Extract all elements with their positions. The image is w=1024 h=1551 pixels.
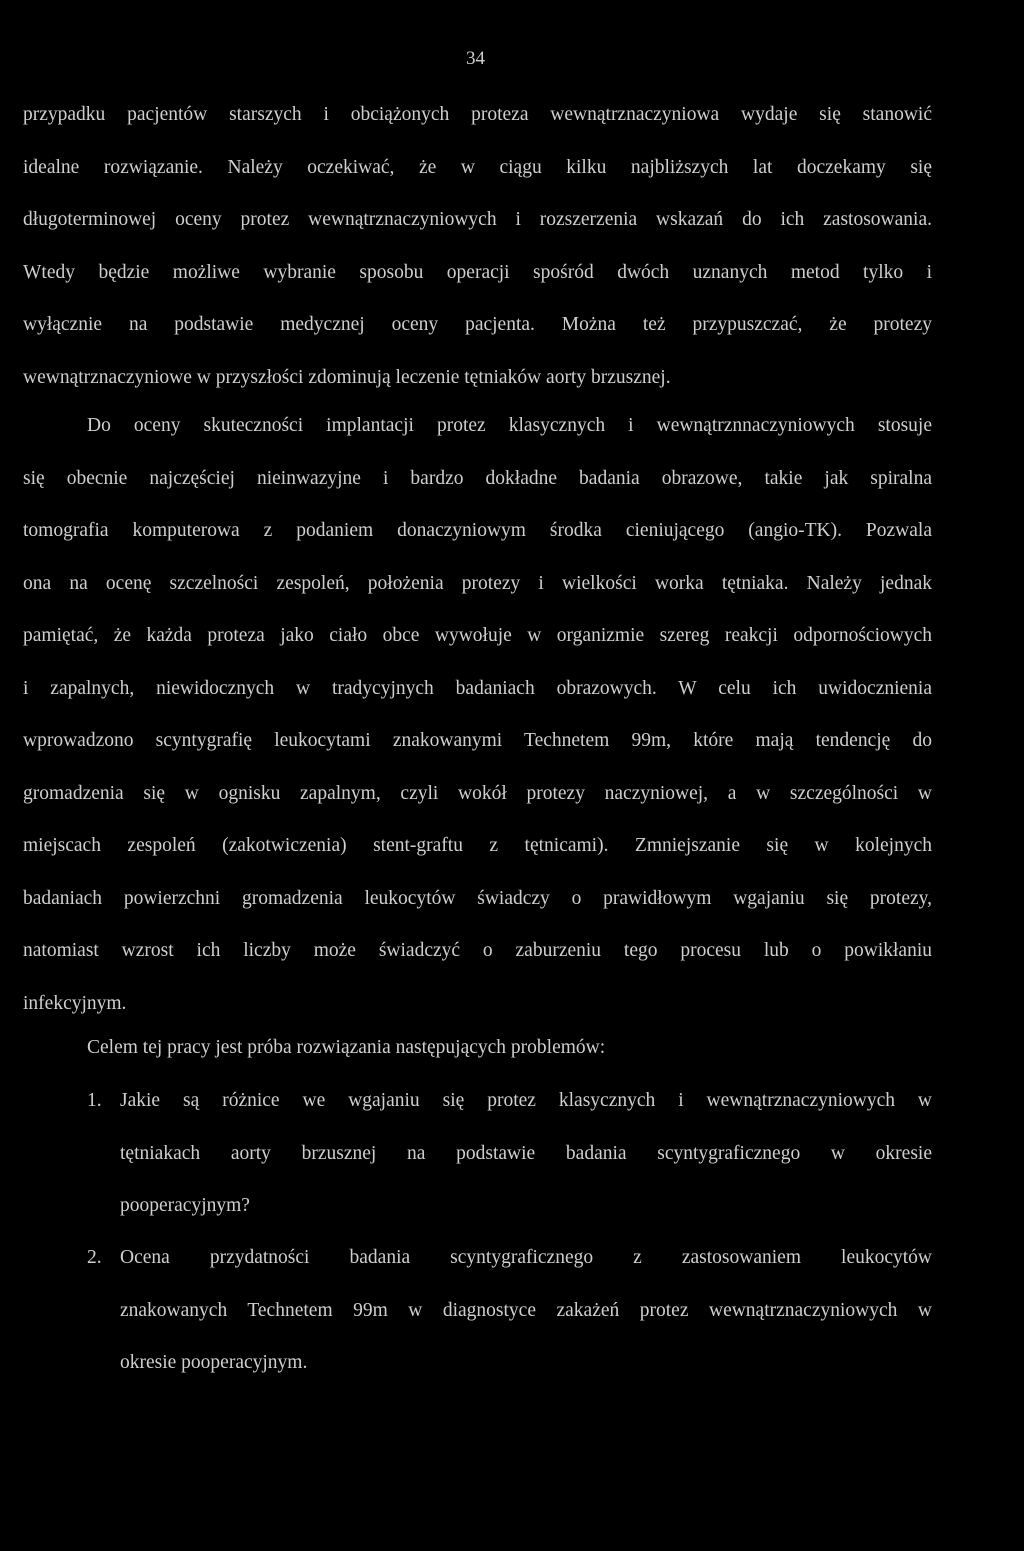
- paragraph-line: Wtedy będzie możliwe wybranie sposobu operacji spośród dwóch uznanych metod tylko i: [23, 261, 932, 283]
- list-item-body: [120, 1075, 932, 1233]
- paragraph-line: wewnątrznaczyniowe w przyszłości zdominują leczenie tętniaków aorty brzusznej.: [23, 366, 671, 388]
- page-number: 34: [466, 48, 485, 69]
- paragraph-line: natomiast wzrost ich liczby może świadczyć o zaburzeniu tego procesu lub o powikłaniu: [23, 940, 932, 961]
- paragraph-line: ona na ocenę szczelności zespoleń, położenia protezy i wielkości worka tętniaka. Należy jednak: [23, 572, 932, 594]
- paragraph-line: infekcyjnym.: [23, 992, 127, 1014]
- paragraph-line: się obecnie najczęściej nieinwazyjne i bardzo dokładne badania obrazowe, takie jak spiralna: [23, 467, 932, 489]
- list-line: okresie pooperacyjnym.: [120, 1352, 308, 1373]
- paragraph-line: i zapalnych, niewidocznych w tradycyjnych badaniach obrazowych. W celu ich uwidocznienia: [23, 677, 932, 699]
- paragraph-2: [23, 400, 932, 1030]
- goal-statement: [23, 1022, 932, 1075]
- paragraph-line: gromadzenia się w ognisku zapalnym, czyli wokół protezy naczyniowej, a w szczególności w: [23, 782, 932, 804]
- paragraph-line: wyłącznie na podstawie medycznej oceny pacjenta. Można też przypuszczać, że protezy: [23, 314, 932, 335]
- paragraph-line: miejscach zespoleń (zakotwiczenia) stent-graftu z tętnicami). Zmniejszanie się w kolejnych: [23, 835, 932, 856]
- paragraph-1: [23, 89, 932, 404]
- list-item-body: [120, 1232, 932, 1390]
- paragraph-line: Do oceny skuteczności implantacji protez klasycznych i wewnątrznnaczyniowych stosuje: [87, 415, 932, 436]
- list-number: 2.: [87, 1247, 102, 1268]
- list-line: Jakie są różnice we wgajaniu się protez klasycznych i wewnątrznaczyniowych w: [120, 1090, 932, 1111]
- paragraph-line: pamiętać, że każda proteza jako ciało obce wywołuje w organizmie szereg reakcji odpornościowych: [23, 625, 932, 646]
- paragraph-line: przypadku pacjentów starszych i obciążonych proteza wewnątrznaczyniowa wydaje się stanowić: [23, 104, 932, 125]
- list-number: 1.: [87, 1090, 102, 1111]
- paragraph-line: idealne rozwiązanie. Należy oczekiwać, że w ciągu kilku najbliższych lat doczekamy się: [23, 156, 932, 178]
- paragraph-line: długoterminowej oceny protez wewnątrznaczyniowych i rozszerzenia wskazań do ich zastosowania.: [23, 209, 932, 230]
- goal-line: Celem tej pracy jest próba rozwiązania następujących problemów:: [87, 1037, 606, 1058]
- list-line: znakowanych Technetem 99m w diagnostyce zakażeń protez wewnątrznaczyniowych w: [120, 1299, 932, 1321]
- paragraph-line: wprowadzono scyntygrafię leukocytami znakowanymi Technetem 99m, które mają tendencję do: [23, 730, 932, 751]
- list-line: Ocena przydatności badania scyntygraficznego z zastosowaniem leukocytów: [120, 1247, 932, 1268]
- paragraph-line: tomografia komputerowa z podaniem donaczyniowym środka cieniującego (angio-TK). Pozwala: [23, 520, 932, 541]
- list-line: pooperacyjnym?: [120, 1195, 250, 1216]
- paragraph-line: badaniach powierzchni gromadzenia leukocytów świadczy o prawidłowym wgajaniu się protezy,: [23, 887, 932, 909]
- list-line: tętniakach aorty brzusznej na podstawie badania scyntygraficznego w okresie: [120, 1142, 932, 1164]
